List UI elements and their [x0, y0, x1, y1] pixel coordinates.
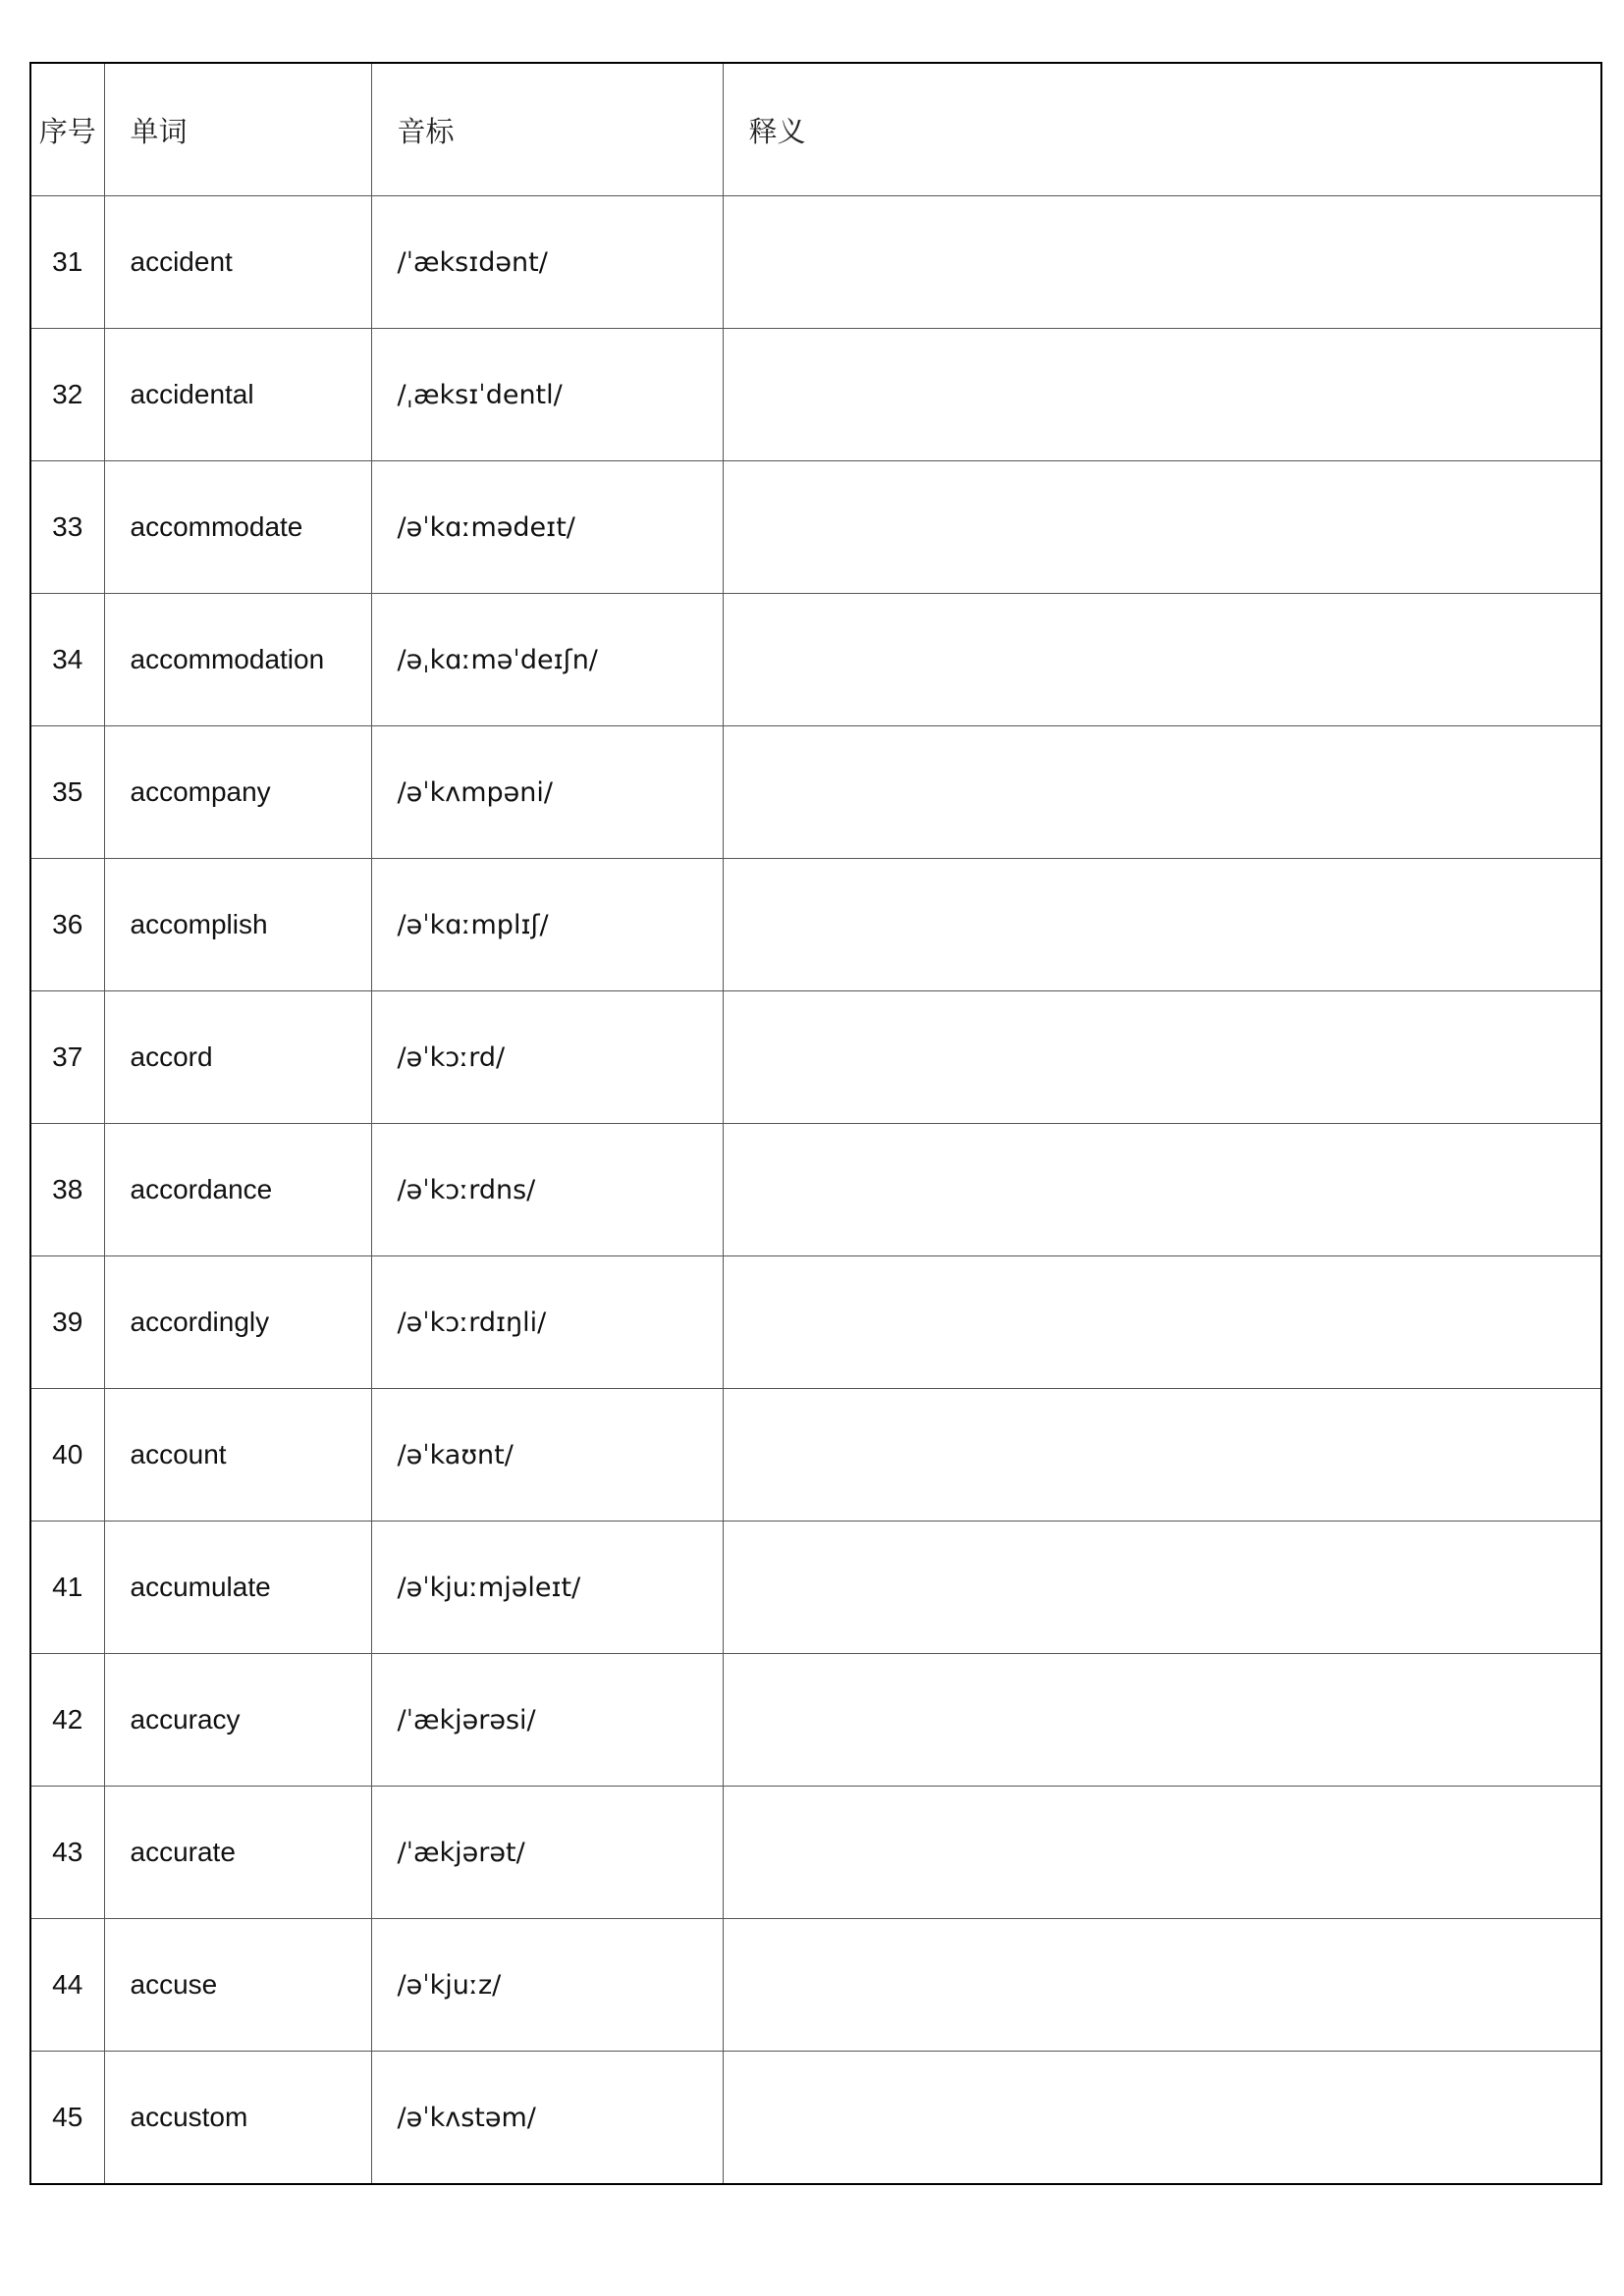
row-definition[interactable]: [723, 1389, 1601, 1522]
row-word: account: [104, 1389, 371, 1522]
row-number: 31: [30, 196, 104, 329]
row-definition[interactable]: [723, 1787, 1601, 1919]
row-phonetic: /ˌæksɪˈdentl/: [371, 329, 723, 461]
row-definition[interactable]: [723, 329, 1601, 461]
table-row: [30, 1389, 1601, 1522]
row-word: accordance: [104, 1124, 371, 1256]
row-number: 38: [30, 1124, 104, 1256]
row-number: 42: [30, 1654, 104, 1787]
row-word: accident: [104, 196, 371, 329]
row-number: 39: [30, 1256, 104, 1389]
table-body: [30, 196, 1601, 2185]
row-phonetic: /əˈkɔːrdɪŋli/: [371, 1256, 723, 1389]
table-row: [30, 726, 1601, 859]
row-number: 43: [30, 1787, 104, 1919]
table-row: [30, 991, 1601, 1124]
row-definition[interactable]: [723, 1919, 1601, 2052]
row-phonetic: /əˈkɔːrd/: [371, 991, 723, 1124]
row-word: accommodation: [104, 594, 371, 726]
row-definition[interactable]: [723, 1654, 1601, 1787]
header-row: [30, 63, 1601, 196]
row-number: 40: [30, 1389, 104, 1522]
table-row: [30, 1654, 1601, 1787]
row-phonetic: /əˈkɑːmədeɪt/: [371, 461, 723, 594]
row-word: accord: [104, 991, 371, 1124]
row-definition[interactable]: [723, 1256, 1601, 1389]
row-word: accumulate: [104, 1522, 371, 1654]
row-number: 36: [30, 859, 104, 991]
table-row: [30, 1522, 1601, 1654]
row-word: accomplish: [104, 859, 371, 991]
table-row: [30, 1256, 1601, 1389]
row-phonetic: /əˈkaʊnt/: [371, 1389, 723, 1522]
table-row: [30, 1787, 1601, 1919]
row-definition[interactable]: [723, 726, 1601, 859]
row-definition[interactable]: [723, 1522, 1601, 1654]
row-number: 45: [30, 2052, 104, 2185]
row-definition[interactable]: [723, 594, 1601, 726]
row-phonetic: /əˌkɑːməˈdeɪʃn/: [371, 594, 723, 726]
table-row: [30, 859, 1601, 991]
row-phonetic: /əˈkɔːrdns/: [371, 1124, 723, 1256]
row-number: 33: [30, 461, 104, 594]
row-number: 41: [30, 1522, 104, 1654]
table-row: [30, 461, 1601, 594]
table-row: [30, 196, 1601, 329]
row-phonetic: /ˈæksɪdənt/: [371, 196, 723, 329]
table-row: [30, 2052, 1601, 2185]
row-definition[interactable]: [723, 196, 1601, 329]
table-header: [30, 63, 1601, 196]
header-number: 序号: [30, 63, 104, 196]
row-word: accurate: [104, 1787, 371, 1919]
row-definition[interactable]: [723, 461, 1601, 594]
header-word: 单词: [104, 63, 371, 196]
table-row: [30, 1124, 1601, 1256]
row-definition[interactable]: [723, 2052, 1601, 2185]
row-word: accuse: [104, 1919, 371, 2052]
row-word: accustom: [104, 2052, 371, 2185]
row-phonetic: /əˈkʌstəm/: [371, 2052, 723, 2185]
row-phonetic: /ˈækjərət/: [371, 1787, 723, 1919]
row-number: 37: [30, 991, 104, 1124]
row-word: accuracy: [104, 1654, 371, 1787]
table-row: [30, 1919, 1601, 2052]
table-row: [30, 594, 1601, 726]
row-definition[interactable]: [723, 1124, 1601, 1256]
row-phonetic: /əˈkjuːz/: [371, 1919, 723, 2052]
row-word: accidental: [104, 329, 371, 461]
header-phonetic: 音标: [371, 63, 723, 196]
row-number: 32: [30, 329, 104, 461]
row-phonetic: /əˈkjuːmjəleɪt/: [371, 1522, 723, 1654]
vocabulary-table: [29, 62, 1602, 2185]
row-phonetic: /ˈækjərəsi/: [371, 1654, 723, 1787]
row-definition[interactable]: [723, 991, 1601, 1124]
row-word: accompany: [104, 726, 371, 859]
row-phonetic: /əˈkʌmpəni/: [371, 726, 723, 859]
row-number: 35: [30, 726, 104, 859]
row-word: accordingly: [104, 1256, 371, 1389]
row-definition[interactable]: [723, 859, 1601, 991]
table-row: [30, 329, 1601, 461]
row-number: 34: [30, 594, 104, 726]
row-phonetic: /əˈkɑːmplɪʃ/: [371, 859, 723, 991]
row-number: 44: [30, 1919, 104, 2052]
header-definition: 释义: [723, 63, 1601, 196]
row-word: accommodate: [104, 461, 371, 594]
